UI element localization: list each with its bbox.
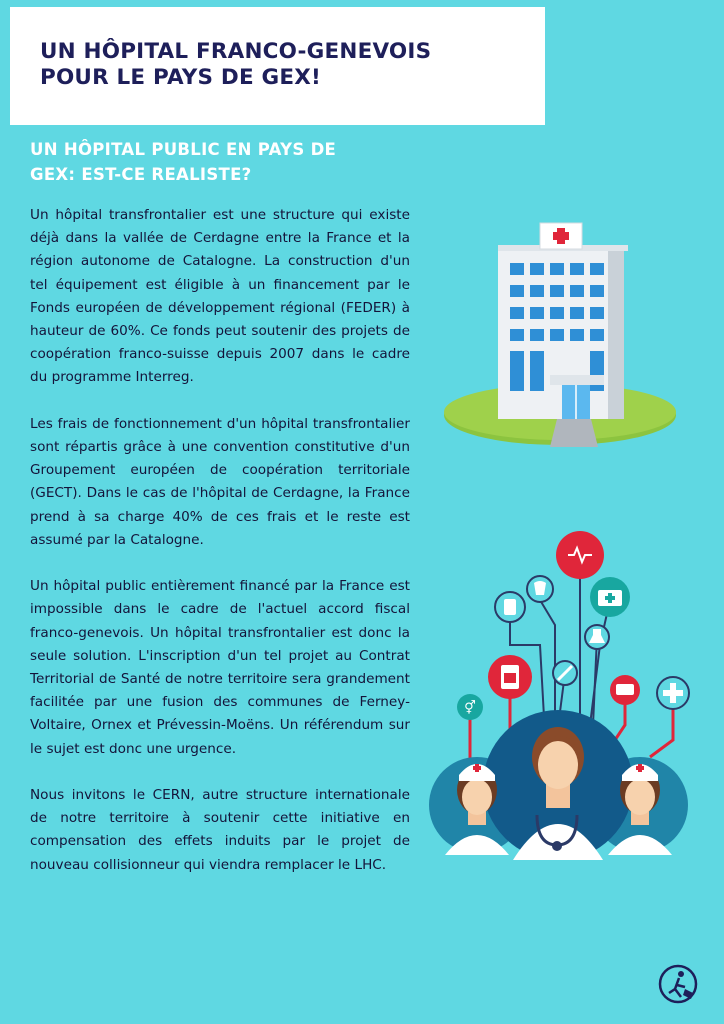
logo-icon: [657, 963, 701, 1005]
paragraph-2: Les frais de fonctionnement d'un hôpital transfrontalier sont répartis grâce à une convention constitutive d'un Groupement européen de coopération territoriale (GECT). Dans le cas de l'hôpital de Cerdagne, la France prend à sa charge 40% de ces frais et le reste est assumé par la Catalogne.: [30, 415, 410, 548]
title-line-1: UN HÔPITAL FRANCO-GENEVOIS: [40, 39, 432, 64]
paragraph-3: Un hôpital public entièrement financé par la France est impossible dans le cadre de l'actuel accord fiscal franco-genevois. Un hôpital transfrontalier est donc la seule solution. L'inscription d'un tel projet au Contrat Territorial de Santé de notre territoire sera grandement facilitée par une fusion des communes de Ferney-Voltaire, Ornex et Prévessin-Moëns. Un référendum sur le sujet est donc une urgence.: [30, 578, 410, 757]
article-body: [30, 204, 410, 900]
title-box: [10, 7, 545, 125]
section-heading: [30, 137, 410, 187]
paragraph-4: Nous invitons le CERN, autre structure internationale de notre territoire à soutenir cette initiative en compensation des effets induits par le projet de nouveau collisionneur qui viendra remplacer le LHC.: [30, 787, 410, 873]
paragraph-1: Un hôpital transfrontalier est une structure qui existe déjà dans la vallée de Cerdagne entre la France et la région autonome de Catalogne. La construction d'un tel équipement est éligible à un financement par le Fonds européen de développement régional (FEDER) à hauteur de 60%. Ce fonds peut soutenir des projets de coopération franco-suisse depuis 2007 dans le cadre du programme Interreg.: [30, 207, 410, 386]
section-heading-line-2: GEX: EST-CE REALISTE?: [30, 165, 252, 184]
section-heading-line-1: UN HÔPITAL PUBLIC EN PAYS DE: [30, 140, 337, 159]
svg-text:⚥: ⚥: [464, 701, 476, 716]
title-line-2: POUR LE PAYS DE GEX!: [40, 65, 322, 90]
hospital-building-icon: [440, 215, 690, 455]
page-title: [40, 39, 431, 91]
medical-team-icon: [425, 525, 705, 870]
